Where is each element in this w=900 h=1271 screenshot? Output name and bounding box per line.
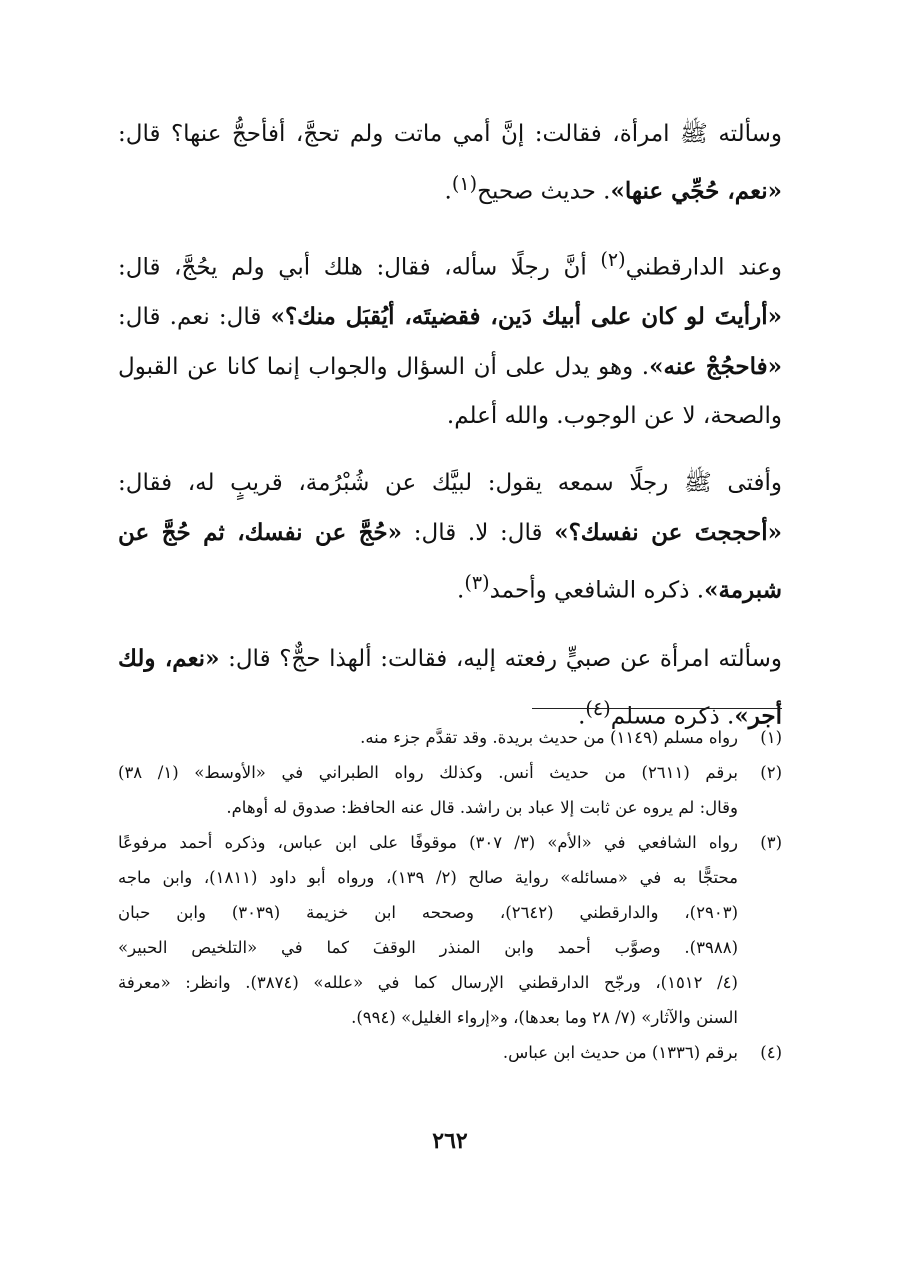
footnote-1	[118, 720, 782, 755]
hadith-quote: «أحججتَ عن نفسك؟»	[554, 519, 782, 547]
footnote-line: رواه مسلم (١١٤٩) من حديث بريدة. وقد تقدَّم جزء منه.	[360, 728, 738, 747]
paragraph-3	[118, 459, 782, 616]
text-span: وسألته امرأة عن صبيٍّ رفعته إليه، فقالت: ألهذا حجٌّ؟ قال:	[219, 645, 782, 672]
footnote-line: برقم (٢٦١١) من حديث أنس. وكذلك رواه الطبراني في «الأوسط» (١/ ٣٨)	[118, 763, 738, 782]
hadith-quote: أجر»	[734, 702, 782, 730]
text-line	[118, 159, 782, 217]
footnote-ref-3[interactable]: (٣)	[464, 571, 490, 595]
hadith-quote: شبرمة»	[704, 576, 782, 604]
text-span: قال: نعم. قال:	[118, 304, 271, 331]
hadith-quote: «حُجَّ عن نفسك، ثم حُجَّ عن	[118, 519, 403, 547]
footnote-line: (٣٩٨٨). وصوَّب أحمد وابن المنذر الوقفَ كما في «التلخيص الحبير»	[118, 938, 738, 957]
paragraph-1	[118, 110, 782, 217]
text-span: . ذكره الشافعي وأحمد	[489, 577, 705, 604]
text-span: قال: لا. قال:	[402, 520, 555, 547]
footnote-ref-2[interactable]: (٢)	[600, 247, 626, 271]
text-span: . حديث صحيح	[477, 178, 611, 205]
paragraph-2	[118, 235, 782, 442]
text-line: وأفتى ﷺ رجلًا سمعه يقول: لبيَّك عن شُبْرُمة، قريبٍ له، فقال:	[118, 470, 782, 497]
footnote-number: (٢)	[760, 763, 782, 782]
text-line: والصحة، لا عن الوجوب. والله أعلم.	[446, 403, 782, 430]
footnote-line: محتجًّا به في «مسائله» رواية صالح (٢/ ١٣٩)، ورواه أبو داود (١٨١١)، وابن ماجه	[118, 868, 738, 887]
hadith-quote: «فاحجُجْ عنه»	[649, 353, 782, 381]
text-line	[118, 292, 782, 342]
main-text	[118, 110, 782, 760]
footnote-ref-1[interactable]: (١)	[451, 172, 478, 195]
text-span: .	[444, 178, 452, 205]
footnote-line: (٢٩٠٣)، والدارقطني (٢٦٤٢)، وصححه ابن خزيمة (٣٠٣٩) وابن حبان	[118, 903, 738, 922]
footnote-number: (٤)	[760, 1043, 782, 1062]
text-line	[118, 558, 782, 616]
footnote-2	[118, 755, 782, 825]
footnote-line: برقم (١٣٣٦) من حديث ابن عباس.	[502, 1043, 738, 1062]
text-line	[118, 508, 782, 558]
hadith-quote: «نعم، حُجِّي عنها»	[610, 177, 782, 205]
text-line	[118, 634, 782, 684]
text-span: أنَّ رجلًا سأله، فقال: هلك أبي ولم يحُجَّ، قال:	[118, 254, 601, 281]
text-line	[118, 235, 782, 293]
text-span: .	[457, 577, 465, 604]
hadith-quote: «نعم، ولك	[118, 644, 220, 672]
text-line: وسألته ﷺ امرأة، فقالت: إنَّ أمي ماتت ولم تحجَّ، أفأحجُّ عنها؟ قال:	[118, 121, 782, 147]
footnotes	[118, 720, 782, 1070]
footnote-3	[118, 825, 782, 1035]
footnote-line: رواه الشافعي في «الأم» (٣/ ٣٠٧) موقوفًا على ابن عباس، وذكره أحمد مرفوعًا	[118, 833, 738, 852]
footnote-number: (١)	[760, 728, 782, 747]
text-span: . وهو يدل على أن السؤال والجواب إنما كانا عن القبول	[118, 354, 650, 381]
footnote-ref-4[interactable]: (٤)	[585, 696, 611, 720]
text-span: .	[578, 703, 586, 730]
footnote-line: وقال: لم يروه عن ثابت إلا عباد بن راشد. قال عنه الحافظ: صدوق له أوهام.	[226, 798, 738, 817]
footnote-line: (٤/ ١٥١٢)، ورجّح الدارقطني الإرسال كما في «علله» (٣٨٧٤). وانظر: «معرفة	[118, 973, 738, 992]
hadith-quote: «أرأيتَ لو كان على أبيك دَين، فقضيتَه، أيُقبَل منك؟»	[270, 303, 782, 331]
footnote-4	[118, 1035, 782, 1070]
text-span: . ذكره مسلم	[610, 703, 735, 730]
text-span: وعند الدارقطني	[625, 254, 782, 281]
footnote-separator	[532, 708, 782, 709]
footnote-line: السنن والآثار» (٧/ ٢٨ وما بعدها)، و«إرواء الغليل» (٩٩٤).	[351, 1008, 738, 1027]
text-line	[118, 342, 782, 392]
footnote-number: (٣)	[760, 833, 782, 852]
page-number: ٢٦٢	[432, 1128, 468, 1154]
